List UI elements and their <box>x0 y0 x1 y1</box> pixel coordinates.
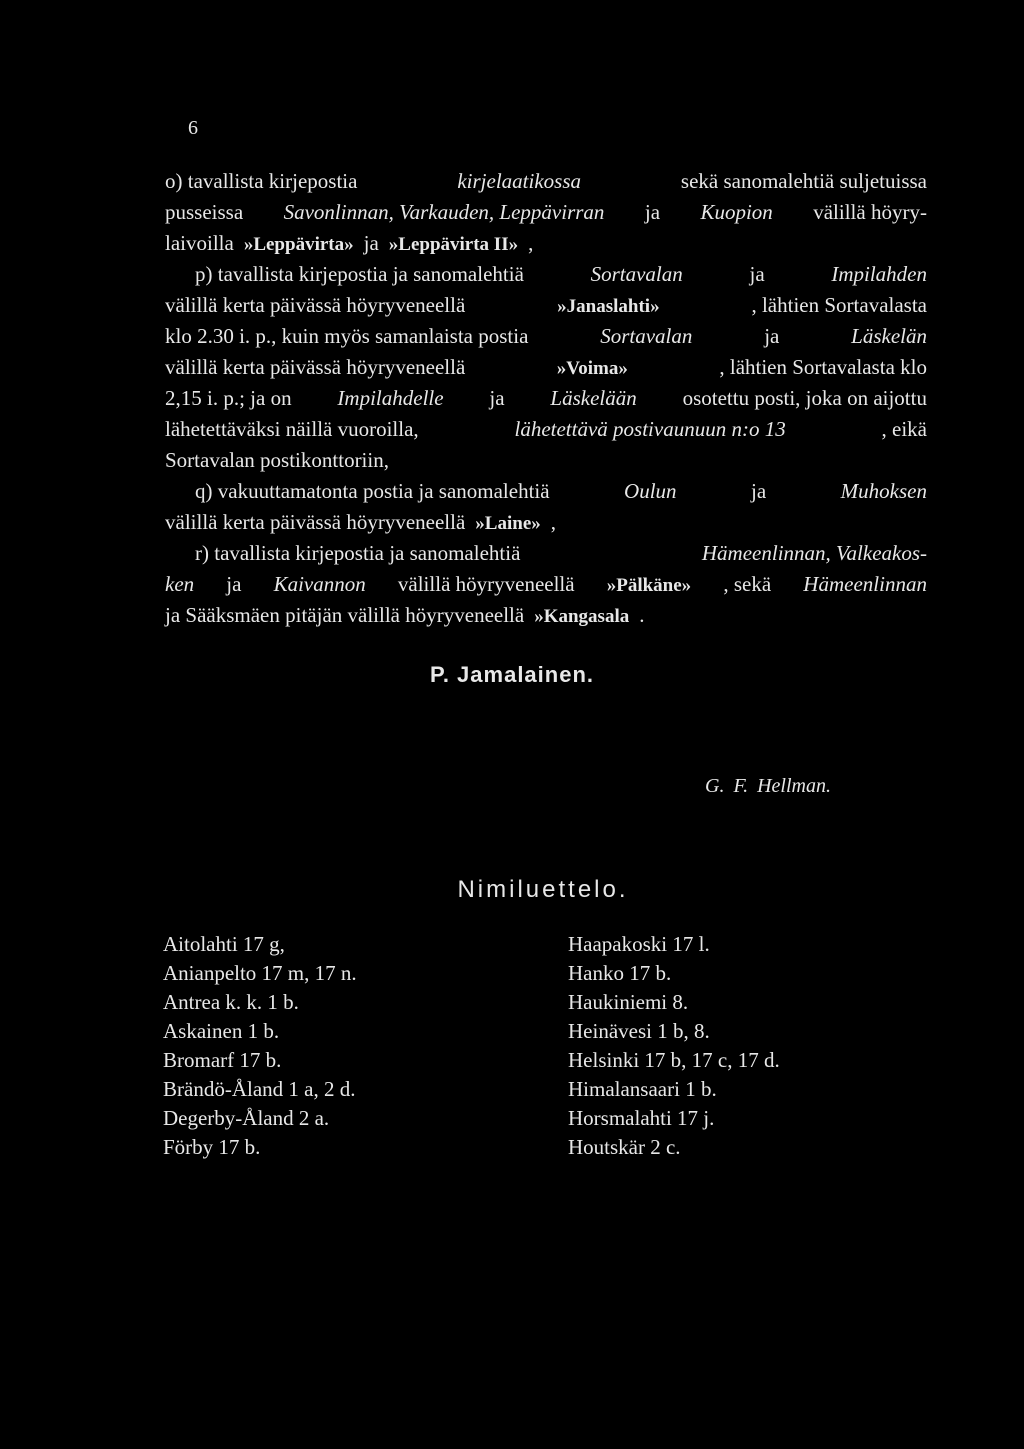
italic-place-name: Savonlinnan, Varkauden, Leppävirran <box>283 200 605 224</box>
vessel-name: »Voima» <box>556 358 628 379</box>
index-heading: Nimiluettelo. <box>457 876 629 903</box>
italic-place-name: kirjelaatikossa <box>457 169 581 193</box>
text-span: pusseissa <box>165 200 244 224</box>
text-span: Sortavalan postikonttoriin, <box>165 448 389 472</box>
text-span: ja <box>764 324 780 348</box>
text-line <box>165 476 927 507</box>
text-line <box>165 166 927 197</box>
vessel-name: »Pälkäne» <box>606 575 692 596</box>
index-entry: Brändö-Åland 1 a, 2 d. <box>163 1077 356 1101</box>
text-span: välillä höyry- <box>813 200 927 224</box>
text-line <box>165 445 927 476</box>
text-line <box>165 538 927 569</box>
text-span: ja <box>749 262 765 286</box>
italic-place-name: Muhoksen <box>840 479 927 503</box>
vessel-name: »Janaslahti» <box>557 296 660 317</box>
text-span: , <box>550 510 556 534</box>
text-span: lähetettäväksi näillä vuoroilla, <box>165 417 419 441</box>
index-entry: Aitolahti 17 g, <box>163 932 285 956</box>
text-span: välillä kerta päivässä höyryveneellä <box>165 510 466 534</box>
index-column-left <box>163 930 357 1162</box>
text-line <box>165 600 927 631</box>
text-line <box>165 569 927 600</box>
text-span: o) tavallista kirjepostia <box>165 169 358 193</box>
decision-text <box>165 166 927 631</box>
italic-place-name: Läskelään <box>550 386 637 410</box>
text-line <box>165 321 927 352</box>
italic-place-name: Kaivannon <box>273 572 366 596</box>
index-entry: Förby 17 b. <box>163 1135 261 1159</box>
text-span: klo 2.30 i. p., kuin myös samanlaista postia <box>165 324 529 348</box>
text-span: ja Sääksmäen pitäjän välillä höyryveneellä <box>165 603 525 627</box>
index-entry: Horsmalahti 17 j. <box>568 1106 715 1130</box>
text-line <box>165 228 927 259</box>
text-span: ja <box>489 386 505 410</box>
text-span: , lähtien Sortavalasta <box>751 293 927 317</box>
page-number: 6 <box>188 117 198 139</box>
text-span: ja <box>644 200 661 224</box>
text-span: r) tavallista kirjepostia ja sanomalehtiä <box>195 541 521 565</box>
text-span: , lähtien Sortavalasta klo <box>719 355 927 379</box>
text-line <box>165 352 927 383</box>
text-line <box>165 383 927 414</box>
index-column-right <box>568 930 780 1162</box>
index-entry: Himalansaari 1 b. <box>568 1077 717 1101</box>
text-span: 2,15 i. p.; ja on <box>165 386 292 410</box>
index-entry: Antrea k. k. 1 b. <box>163 990 299 1014</box>
text-span: ja <box>751 479 767 503</box>
index-entry: Houtskär 2 c. <box>568 1135 681 1159</box>
index-entry: Anianpelto 17 m, 17 n. <box>163 961 357 985</box>
text-line <box>165 290 927 321</box>
signature-jamalainen: P. Jamalainen. <box>429 662 594 687</box>
italic-place-name: Läskelän <box>851 324 927 348</box>
index-entry: Haukiniemi 8. <box>568 990 689 1014</box>
text-span: osotettu posti, joka on aijottu <box>682 386 927 410</box>
text-line <box>165 259 927 290</box>
text-span: välillä höyryveneellä <box>397 572 575 596</box>
text-span: , eikä <box>881 417 927 441</box>
italic-place-name: Kuopion <box>700 200 773 224</box>
italic-place-name: Oulun <box>624 479 677 503</box>
index-entry: Haapakoski 17 l. <box>568 932 710 956</box>
text-span: välillä kerta päivässä höyryveneellä <box>165 293 466 317</box>
text-span: , <box>528 231 534 255</box>
italic-place-name: Hämeenlinnan, Valkeakos- <box>701 541 927 565</box>
italic-place-name: Hämeenlinnan <box>803 572 927 596</box>
signature-hellman: G. F. Hellman. <box>705 775 831 797</box>
vessel-name: »Laine» <box>475 513 541 534</box>
italic-place-name: ken <box>165 572 195 596</box>
text-span: välillä kerta päivässä höyryveneellä <box>165 355 466 379</box>
text-span: , sekä <box>723 572 772 596</box>
italic-place-name: Sortavalan <box>590 262 683 286</box>
text-span: q) vakuuttamatonta postia ja sanomalehtiä <box>195 479 550 503</box>
text-span: ja <box>226 572 242 596</box>
vessel-name: »Leppävirta» <box>243 234 354 255</box>
index-entry: Bromarf 17 b. <box>163 1048 282 1072</box>
text-span: . <box>639 603 645 627</box>
text-line <box>165 414 927 445</box>
italic-place-name: Sortavalan <box>600 324 693 348</box>
text-line <box>165 507 927 538</box>
index-entry: Helsinki 17 b, 17 c, 17 d. <box>568 1048 780 1072</box>
text-span: p) tavallista kirjepostia ja sanomalehtiä <box>195 262 524 286</box>
italic-place-name: lähetettävä postivaunuun n:o 13 <box>514 417 786 441</box>
text-line <box>165 197 927 228</box>
vessel-name: »Leppävirta II» <box>388 234 519 255</box>
index-entry: Heinävesi 1 b, 8. <box>568 1019 710 1043</box>
italic-place-name: Impilahdelle <box>337 386 444 410</box>
index-entry: Degerby-Åland 2 a. <box>163 1106 330 1130</box>
text-span: ja <box>363 231 379 255</box>
index-entry: Askainen 1 b. <box>163 1019 280 1043</box>
text-span: sekä sanomalehtiä suljetuissa <box>680 169 927 193</box>
text-span: laivoilla <box>165 231 234 255</box>
index-entry: Hanko 17 b. <box>568 961 672 985</box>
italic-place-name: Impilahden <box>831 262 927 286</box>
vessel-name: »Kangasala <box>534 606 630 627</box>
